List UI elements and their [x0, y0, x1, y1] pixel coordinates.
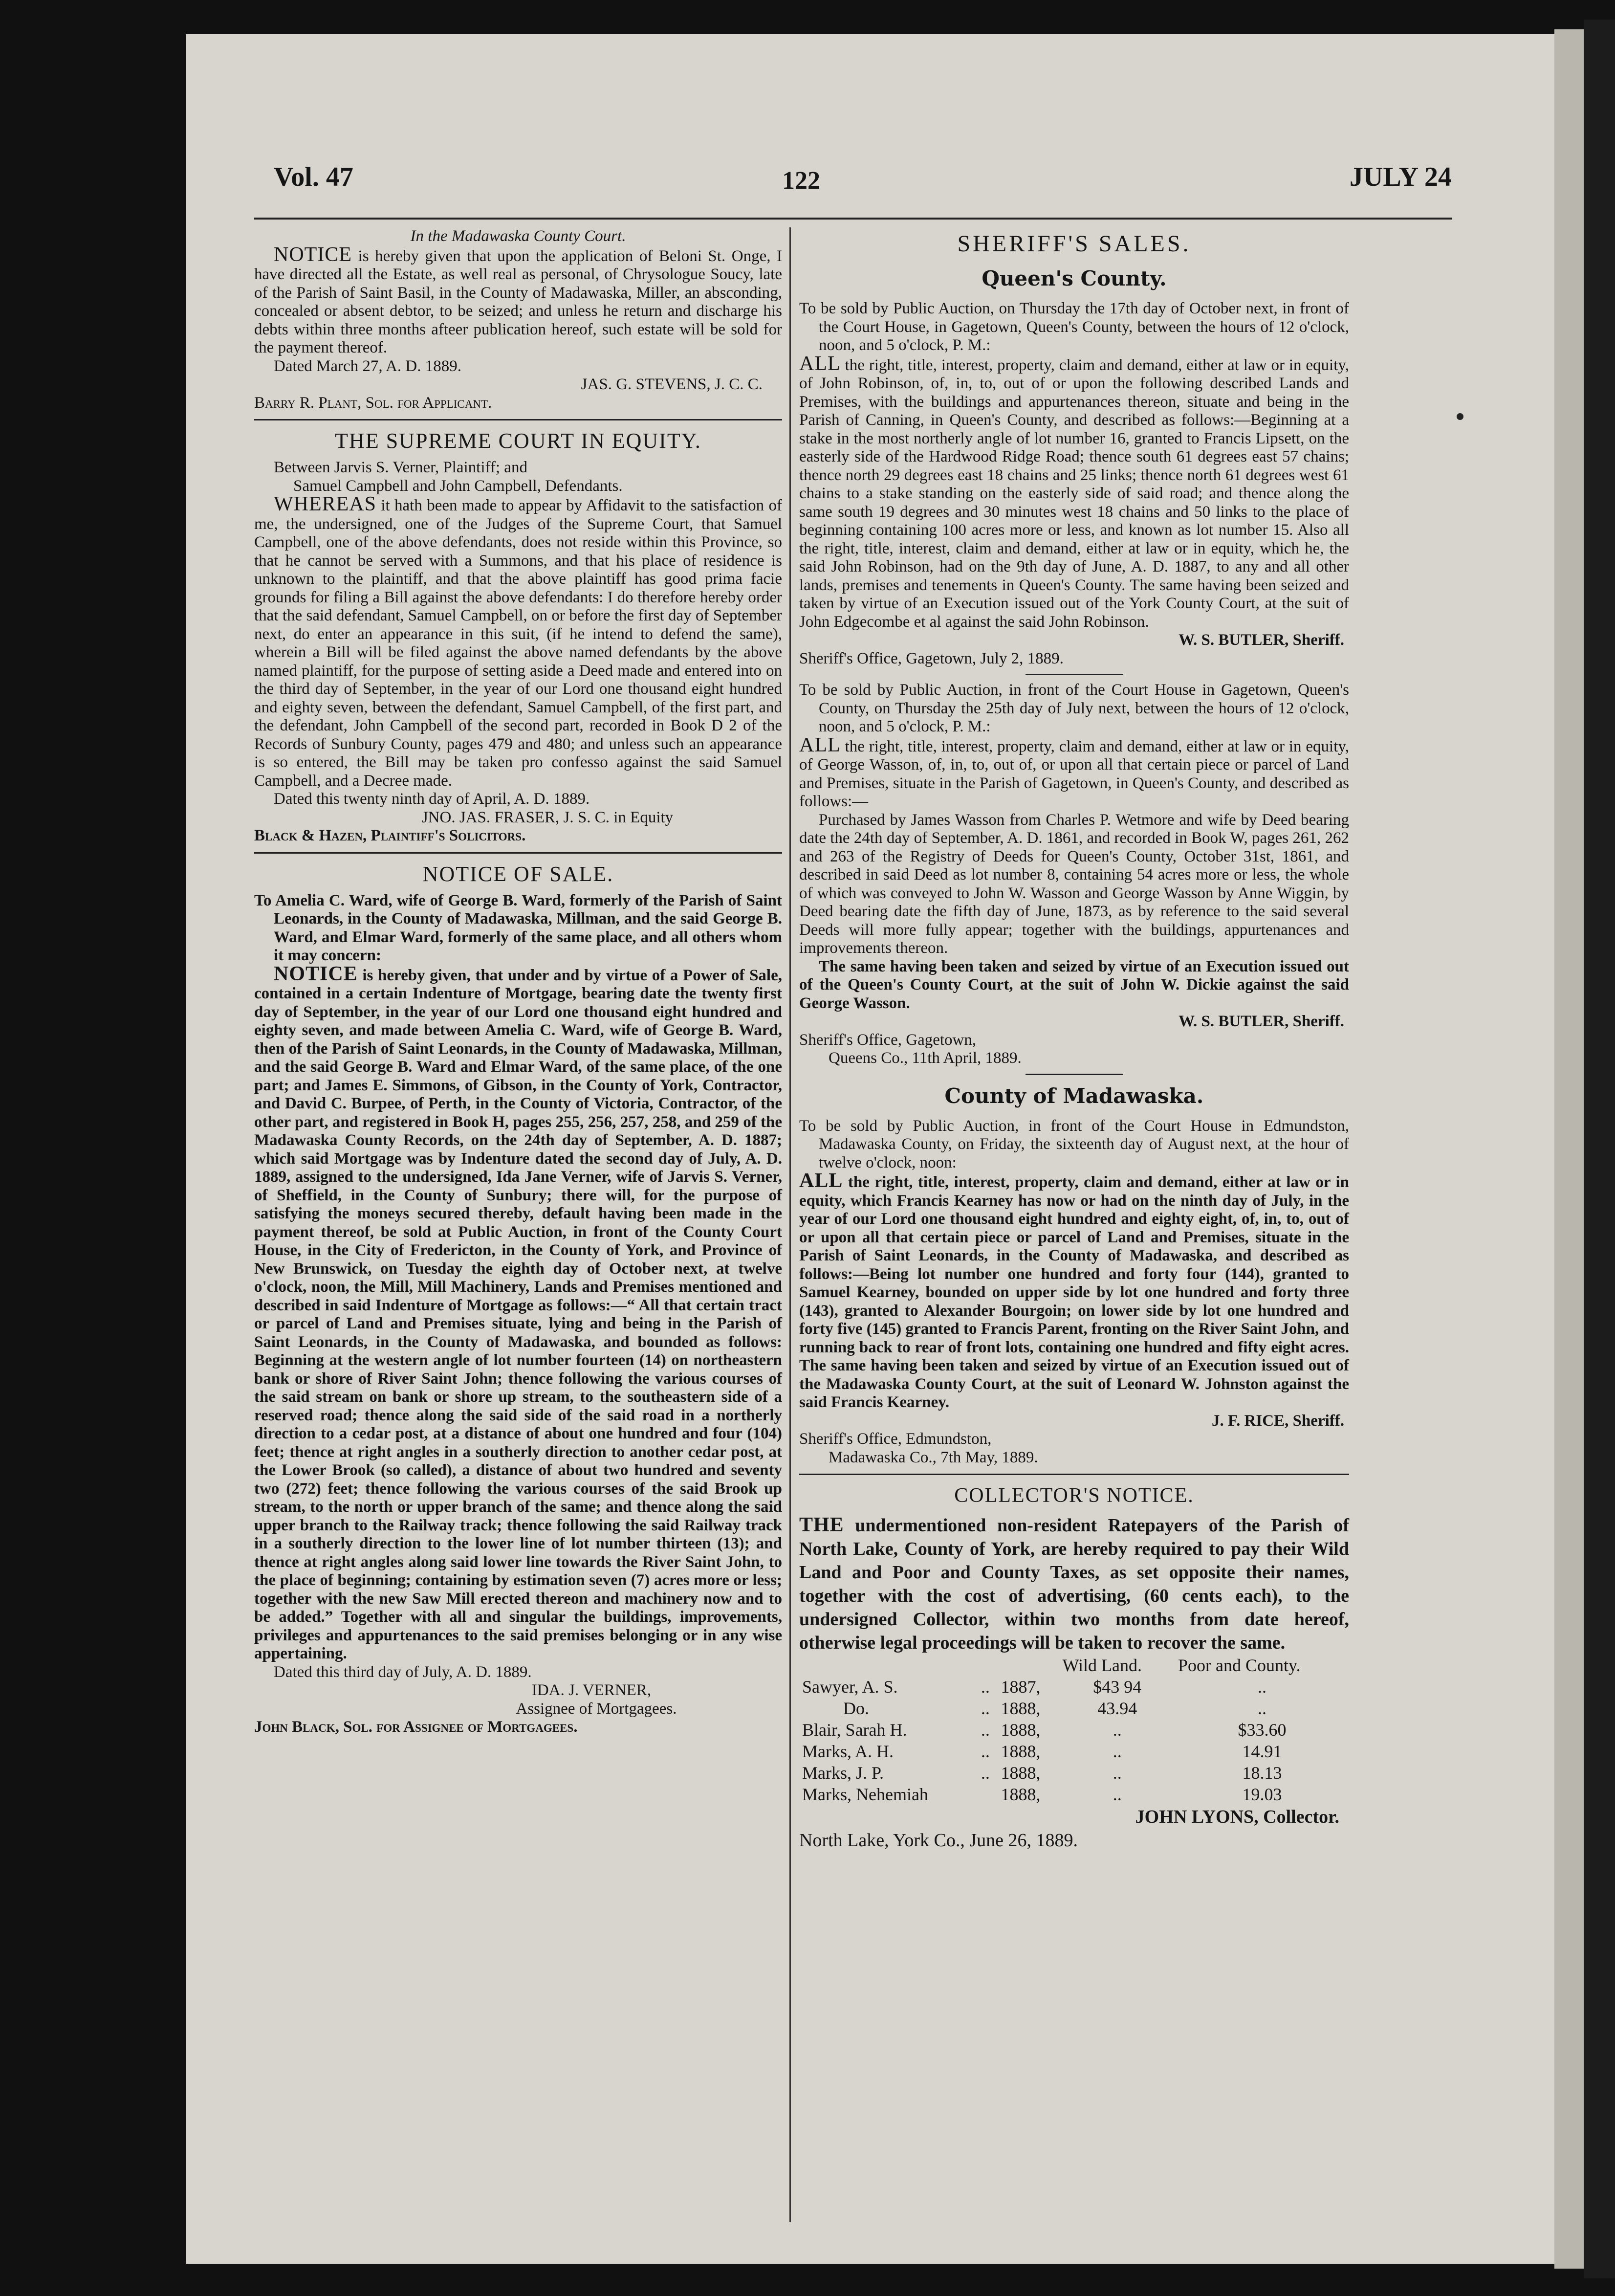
- dots: ..: [981, 1677, 990, 1697]
- place-date: North Lake, York Co., June 26, 1889.: [799, 1830, 1078, 1851]
- court-heading: In the Madawaska County Court.: [410, 227, 626, 245]
- dated-line: Dated this third day of July, A. D. 1889.: [274, 1663, 532, 1681]
- collectors-notice: [799, 1482, 1349, 1852]
- solicitor: Black & Hazen, Plaintiff's Solicitors.: [254, 827, 526, 844]
- wild-land-tax: ..: [1113, 1742, 1122, 1761]
- dated-line: Dated this twenty ninth day of April, A. D. 1889.: [274, 790, 590, 808]
- body-text: the right, title, interest, property, claim and demand, either at law or in equity, of John Robinson, of, in, to, out of or upon the following described Lands and Premises, with the buildings and appurtenances thereon, situate and being in the Parish of Canning, in Queen's County, and described as follows:—Beginning at a stake in the most northerly angle of lot number 16, granted to Francis Lipsett, on the easterly side of the Hardwood Ridge Road; thence south 61 degrees east 57 chains; thence north 29 degrees east 18 chains and 25 links; thence north 61 degrees west 61 chains to a stake standing on the easterly side of said road; and thence along the same south 19 degrees and 30 minutes west 18 chains and 50 links to the place of beginning containing 100 acres more or less, and known as lot number 15. Also all the right, title, interest, claim and demand, either at law or in equity, which he, the said John Robinson, had on the 9th day of June, A. D. 1887, to any and all other lands, premises and tenements in Queen's County. The same having been seized and taken by virtue of an Execution issued out of the York County Court, at the suit of John Edgecombe et al against the said John Robinson.: [799, 356, 1349, 631]
- body-text: is hereby given that upon the application of Beloni St. Onge, I have directed all the Estate, as well real as personal, of Chrysologue Soucy, late of the Parish of Saint Basil, in the County of Madawaska, Miller, an absconding, concealed or absent debtor, to be seized; and unless he return and discharge his debts within three months afteer publication hereof, such estate will be sold for the payment thereof.: [254, 247, 782, 356]
- notice-county-court: [254, 227, 782, 412]
- county-heading: Queen's County.: [982, 266, 1167, 290]
- dots: ..: [981, 1720, 990, 1740]
- wild-land-tax: ..: [1113, 1763, 1122, 1783]
- signature: W. S. BUTLER, Sheriff.: [1179, 1013, 1344, 1030]
- notice-body: [799, 1513, 1349, 1655]
- tax-year: 1888,: [1001, 1785, 1041, 1804]
- wild-land-tax: $43 94: [1093, 1677, 1142, 1697]
- lead-word: NOTICE: [274, 243, 352, 266]
- divider: [254, 419, 782, 420]
- book-binding: [1584, 20, 1615, 2278]
- volume-number: Vol. 47: [274, 162, 353, 192]
- sale-intro: To be sold by Public Auction, in front of the Court House in Edmundston, Madawaska County, on Friday, the sixteenth day of August next, at the hour of twelve o'clock, noon:: [799, 1117, 1349, 1171]
- notice-body: [254, 962, 782, 1663]
- table-row: [799, 1762, 1349, 1784]
- notice-of-sale: [254, 861, 782, 1737]
- table-row: [799, 1698, 1349, 1719]
- right-column: [799, 227, 1349, 1852]
- signature: JNO. JAS. FRASER, J. S. C. in Equity: [421, 808, 674, 826]
- section-title: SHERIFF'S SALES.: [957, 231, 1191, 257]
- dated-line: Dated March 27, A. D. 1889.: [274, 357, 462, 375]
- tax-year: 1888,: [1001, 1742, 1041, 1761]
- lead-word: ALL: [799, 352, 841, 375]
- column-separator: [789, 227, 791, 2222]
- dots: [978, 1784, 998, 1805]
- ratepayer-name: Marks, Nehemiah: [802, 1785, 928, 1804]
- notice-title: COLLECTOR'S NOTICE.: [954, 1484, 1194, 1507]
- header-rule: [254, 218, 1452, 220]
- table-row: [799, 1676, 1349, 1698]
- short-rule: [1026, 1074, 1123, 1075]
- poor-county-tax: 19.03: [1242, 1785, 1282, 1804]
- notice-supreme-court: [254, 427, 782, 845]
- lead-word: THE: [799, 1514, 844, 1536]
- gazette-page: [254, 156, 1452, 2234]
- sale-intro: To be sold by Public Auction, in front of the Court House in Gagetown, Queen's County, on Thursday the 25th day of July next, between the hours of 12 o'clock, noon, and 5 o'clock, P. M.:: [799, 681, 1349, 735]
- sheriff-office: Sheriff's Office, Edmundston,: [799, 1430, 992, 1448]
- signature: IDA. J. VERNER,: [531, 1681, 652, 1699]
- poor-county-tax: ..: [1258, 1699, 1266, 1718]
- ink-dot: [1457, 413, 1463, 420]
- notice-body: [254, 243, 782, 357]
- between-line: Between Jarvis S. Verner, Plaintiff; and: [274, 459, 527, 476]
- body-text: is hereby given, that under and by virtue of a Power of Sale, contained in a certain Indenture of Mortgage, bearing date the twenty first day of September, in the year of our Lord one thousand eight hundred and eighty seven, and made between Amelia C. Ward, wife of George B. Ward, then of the Parish of Saint Leonards, in the County of Madawaska, Millman, and the said George B. Ward and Elmar Ward, of the same place, of the one part; and James E. Simmons, of Gibson, in the County of York, Contractor, and David C. Burpee, of Perth, in the County of Victoria, Contractor, of the other part, and registered in Book H, pages 255, 256, 257, 258, and 259 of the Madawaska County Records, on the 24th day of September, A. D. 1887; which said Mortgage was by Indenture dated the second day of July, A. D. 1889, assigned to the undersigned, Ida Jane Verner, wife of Jarvis S. Verner, of Sheffield, in the County of Sunbury; there will, for the purpose of satisfying the moneys secured thereby, default having been made in the payment thereof, be sold at Public Auction, in front of the County Court House, in the City of Fredericton, in the County of York, and Province of New Brunswick, on Tuesday the eighth day of October next, at twelve o'clock, noon, the Mill, Mill Machinery, Lands and Premises mentioned and described in said Indenture of Mortgage as follows:—“ All that certain tract or parcel of Land and Premises situate, lying and being in the Parish of Saint Leonards, in the County of Madawaska, and bounded as follows: Beginning at the western angle of lot number fourteen (14) on northeastern bank or shore of River Saint John; thence following the various courses of the said stream on bank or shore up stream, to the southeastern side of a reserved road; thence along the said side of the said road in a northerly direction to a cedar post, at a distance of about one hundred and four (104) feet; thence at right angles in a southerly direction to another cedar post, at the Lower Brook (so called), a distance of about two hundred and seventy two (272) feet; thence following the various courses of the said Brook up stream, to the north or upper branch of the same; and thence along the said upper branch to the Railway track; thence following the said Railway track in a southerly direction to the lower line of lot number thirteen (13); and thence at right angles along said lower line towards the River Saint John, to the place of beginning; containing by estimation seven (7) acres more or less; together with the new Saw Mill erected thereon and machinery now and to be added.” Together with all and singular the buildings, improvements, privileges and appurtenances to the said premises belonging or in any wise appertaining.: [254, 966, 782, 1662]
- dots: ..: [981, 1699, 990, 1718]
- table-row: [799, 1784, 1349, 1805]
- tax-year: 1888,: [1001, 1720, 1041, 1740]
- wild-land-tax: ..: [1113, 1720, 1122, 1740]
- sale-body: [799, 352, 1349, 632]
- sale-intro: To be sold by Public Auction, on Thursday the 17th day of October next, in front of the Court House, in Gagetown, Queen's County, between the hours of 12 o'clock, noon, and 5 o'clock, P. M.:: [799, 300, 1349, 354]
- dots: ..: [981, 1742, 990, 1761]
- sheriff-sale-robinson: [799, 300, 1349, 668]
- lead-word: ALL: [799, 733, 841, 756]
- ratepayer-name: Do.: [843, 1699, 869, 1718]
- sale-body: [799, 1172, 1349, 1412]
- tax-year: 1887,: [1001, 1677, 1041, 1697]
- between-line-2: Samuel Campbell and John Campbell, Defendants.: [293, 477, 623, 495]
- sheriff-sale-kearney: [799, 1117, 1349, 1467]
- sheriff-office: Sheriff's Office, Gagetown,: [799, 1031, 977, 1049]
- wild-land-tax: ..: [1113, 1785, 1122, 1804]
- poor-county-tax: $33.60: [1238, 1720, 1287, 1740]
- poor-county-tax: ..: [1258, 1677, 1266, 1697]
- lead-word: WHEREAS: [274, 493, 376, 515]
- county-heading: County of Madawaska.: [944, 1083, 1204, 1108]
- signature: J. F. RICE, Sheriff.: [1211, 1412, 1344, 1430]
- ratepayer-name: Marks, J. P.: [802, 1763, 884, 1783]
- body-text: undermentioned non-resident Ratepayers of the Parish of North Lake, County of York, are hereby required to pay their Wild Land and Poor and County Taxes, as set opposite their names, together with the cost of advertising, (60 cents each), to the undersigned Collector, within two months from date hereof, otherwise legal proceedings will be taken to recover the same.: [799, 1515, 1349, 1653]
- sheriff-sale-wasson: [799, 681, 1349, 1068]
- sale-body-3: The same having been taken and seized by virtue of an Execution issued out of the Queen's County Court, at the suit of John W. Dickie against the said George Wasson.: [799, 957, 1349, 1012]
- column-header-wild: Wild Land.: [1062, 1656, 1142, 1675]
- poor-county-tax: 14.91: [1242, 1742, 1282, 1761]
- short-rule: [1026, 674, 1123, 675]
- page-edge: [1554, 29, 1584, 2269]
- body-text: the right, title, interest, property, claim and demand, either at law or in equity, which Francis Kearney has now or had on the ninth day of July, in the year of our Lord one thousand eight hundred and eighty eight, of, in, to, out of or upon all that certain piece or parcel of Land and Premises, situate in the Parish of Saint Leonards, in the County of Madawaska, and described as follows:—Being lot number one hundred and forty four (144), granted to Samuel Kearney, bounded on upper side by lot one hundred and forty three (143), granted to Alexander Bourgoin; on lower side by lot one hundred and forty five (145) granted to Francis Parent, fronting on the River Saint John, and running back to rear of front lots, containing one hundred and fifty eight acres. The same having been taken and seized by virtue of an Execution issued out of the Madawaska County Court, at the suit of Leonard W. Johnston against the said Francis Kearney.: [799, 1173, 1349, 1411]
- notice-title: NOTICE OF SALE.: [422, 861, 614, 886]
- running-header: [254, 161, 1452, 200]
- sale-body: [799, 733, 1349, 811]
- sale-body-2: Purchased by James Wasson from Charles P. Wetmore and wife by Deed bearing date the 24th day of September, A. D. 1861, and recorded in Book W, pages 261, 262 and 263 of the Registry of Deeds for Queen's County, October 31st, 1861, and described in said Deed as lot number 8, containing 54 acres more or less, the whole of which was conveyed to John W. Wasson and George Wasson by Anne Wiggin, by Deed bearing date the fifth day of June, 1873, as by reference to the said several Deeds will more fully appear; together with the buildings, appurtenances and improvements thereon.: [799, 811, 1349, 957]
- solicitor: Barry R. Plant, Sol. for Applicant.: [254, 394, 492, 412]
- notice-title: THE SUPREME COURT IN EQUITY.: [335, 429, 701, 453]
- issue-date: JULY 24: [1349, 162, 1452, 192]
- signature: JAS. G. STEVENS, J. C. C.: [581, 375, 763, 393]
- ratepayer-name: Sawyer, A. S.: [802, 1677, 898, 1697]
- notice-body: [254, 495, 782, 790]
- ratepayer-name: Blair, Sarah H.: [802, 1720, 907, 1740]
- divider: [254, 852, 782, 854]
- page-number: 122: [782, 167, 820, 195]
- divider: [799, 1474, 1349, 1475]
- dots: ..: [981, 1763, 990, 1783]
- ratepayer-name: Marks, A. H.: [802, 1742, 894, 1761]
- table-row: [799, 1719, 1349, 1741]
- wild-land-tax: 43.94: [1097, 1699, 1137, 1718]
- tax-table: [799, 1655, 1349, 1805]
- lead-word: NOTICE: [274, 962, 358, 985]
- solicitor: John Black, Sol. for Assignee of Mortgagees.: [254, 1718, 578, 1736]
- sheriff-office: Sheriff's Office, Gagetown, July 2, 1889.: [799, 649, 1064, 667]
- table-header-row: [799, 1655, 1349, 1676]
- body-text: the right, title, interest, property, claim and demand, either at law or in equity, of George Wasson, of, in, to, out of, or upon all that certain piece or parcel of Land and Premises, situate in the Parish of Gagetown, in Queen's County, and described as follows:—: [799, 737, 1349, 810]
- left-column: [254, 227, 782, 1737]
- body-text: it hath been made to appear by Affidavit to the satisfaction of me, the undersigned, one of the Judges of the Supreme Court, that Samuel Campbell, one of the above defendants, does not reside within this Province, so that he cannot be served with a Summons, and that his place of residence is unknown to the plaintiff, and that the above plaintiff has good prima facie grounds for filing a Bill against the above defendants: I do therefore hereby order that the said defendant, Samuel Campbell, on or before the first day of September next, do enter an appearance in this suit, (if he intend to defend the same), wherein a Bill will be filed against the above named defendants by the above named plaintiff, for the purpose of setting aside a Deed made and entered into on the third day of September, in the year of our Lord one thousand eight hundred and eighty seven, between the defendant, Samuel Campbell, of the first part, and the defendant, John Campbell of the second part, recorded in Book D 2 of the Records of Sunbury County, pages 479 and 480; and unless such an appearance is so entered, the Bill may be taken pro confesso against the said Samuel Campbell, and a Decree made.: [254, 497, 782, 790]
- signature-role: Assignee of Mortgagees.: [516, 1700, 677, 1718]
- lead-word: ALL: [799, 1170, 843, 1192]
- column-header-poor: Poor and County.: [1178, 1656, 1301, 1675]
- addressees: To Amelia C. Ward, wife of George B. Ward, formerly of the Parish of Saint Leonards, in the County of Madawaska, Millman, and the said George B. Ward, and Elmar Ward, formerly of the same place, and all others whom it may concern:: [254, 891, 782, 964]
- sheriff-office-2: Queens Co., 11th April, 1889.: [829, 1049, 1022, 1067]
- tax-year: 1888,: [1001, 1699, 1041, 1718]
- sheriff-office-2: Madawaska Co., 7th May, 1889.: [829, 1448, 1038, 1466]
- signature: JOHN LYONS, Collector.: [1135, 1807, 1339, 1827]
- signature: W. S. BUTLER, Sheriff.: [1179, 631, 1344, 649]
- table-row: [799, 1741, 1349, 1762]
- poor-county-tax: 18.13: [1242, 1763, 1282, 1783]
- tax-year: 1888,: [1001, 1763, 1041, 1783]
